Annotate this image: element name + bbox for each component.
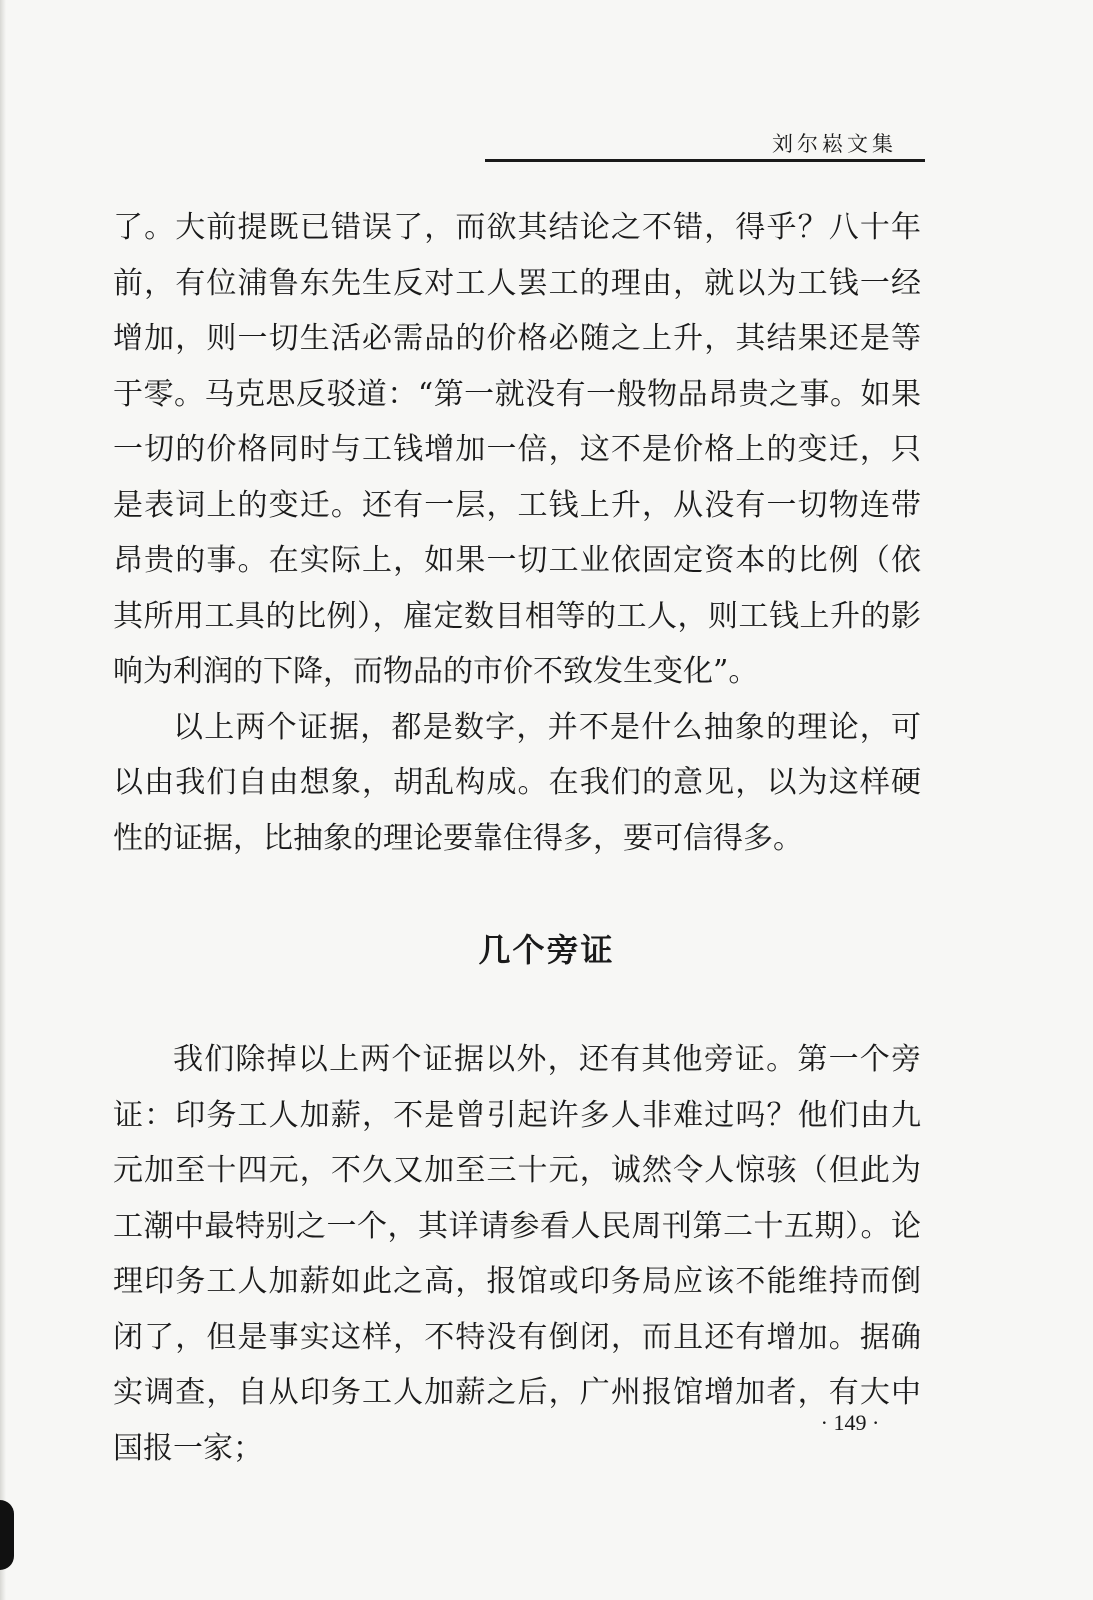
running-head-title: 刘尔崧文集 (772, 132, 897, 156)
body-text-top (113, 200, 921, 866)
section-heading: 几个旁证 (478, 931, 615, 969)
page-number: · 149 · (820, 1410, 880, 1435)
running-head-rule (485, 159, 925, 162)
paragraph: 了。大前提既已错误了，而欲其结论之不错，得乎？八十年前，有位浦鲁东先生反对工人罢工的理由，就以为工钱一经增加，则一切生活必需品的价格必随之上升，其结果还是等于零。马克思反驳道：“第一就没有一般物品昂贵之事。如果一切的价格同时与工钱增加一倍，这不是价格上的变迁，只是表词上的变迁。还有一层，工钱上升，从没有一切物连带昂贵的事。在实际上，如果一切工业依固定资本的比例（依其所用工具的比例），雇定数目相等的工人，则工钱上升的影响为利润的下降，而物品的市价不致发生变化”。 (113, 210, 921, 689)
paragraph: 以上两个证据，都是数字，并不是什么抽象的理论，可以由我们自由想象，胡乱构成。在我们的意见，以为这样硬性的证据，比抽象的理论要靠住得多，要可信得多。 (113, 709, 921, 856)
scan-edge-mark (0, 1500, 14, 1570)
paragraph: 我们除掉以上两个证据以外，还有其他旁证。第一个旁证：印务工人加薪，不是曾引起许多人非难过吗？他们由九元加至十四元，不久又加至三十元，诚然令人惊骇（但此为工潮中最特别之一个，其详请参看人民周刊第二十五期）。论理印务工人加薪如此之高，报馆或印务局应该不能维持而倒闭了，但是事实这样，不特没有倒闭，而且还有增加。据确实调查，自从印务工人加薪之后，广州报馆增加者，有大中国报一家； (113, 1042, 921, 1466)
running-head (485, 120, 925, 162)
page-gutter-shadow (0, 0, 6, 1600)
